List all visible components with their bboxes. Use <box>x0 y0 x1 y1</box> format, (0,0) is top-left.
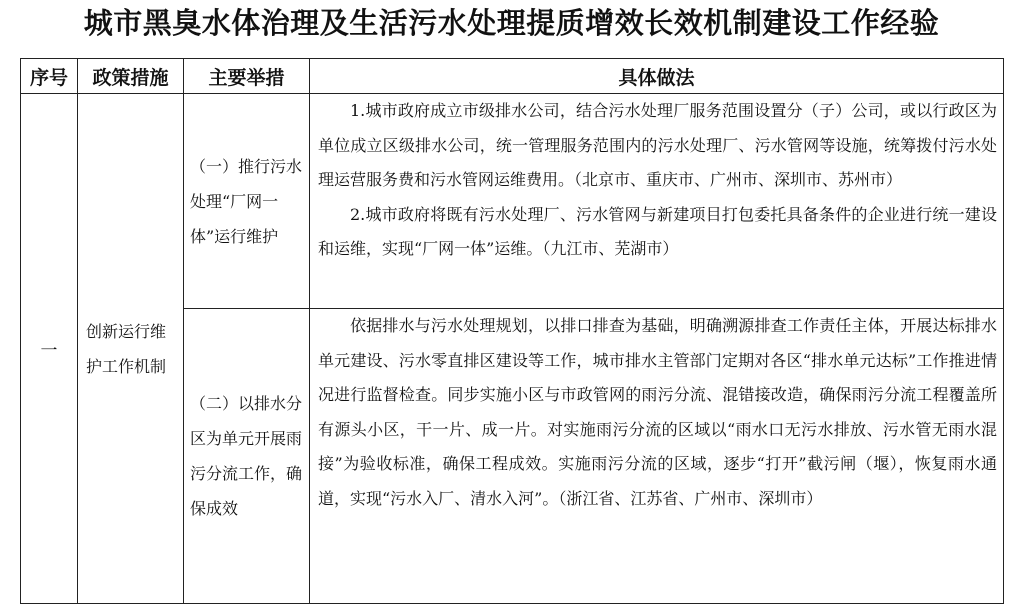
practice-paragraph: 依据排水与污水处理规划，以排口排查为基础，明确溯源排查工作责任主体，开展达标排水单元建设、污水零直排区建设等工作，城市排水主管部门定期对各区“排水单元达标”工作推进情况进行监督检查。同步实施小区与市政管网的雨污分流、混错接改造，确保雨污分流工程覆盖所有源头小区，干一片、成一片。对实施雨污分流的区域以“雨水口无污水排放、污水管无雨水混接”为验收标准，确保工程成效。实施雨污分流的区域，逐步“打开”截污闸（堰），恢复雨水通道，实现“污水入厂、清水入河”。（浙江省、江苏省、广州市、深圳市） <box>318 316 997 508</box>
table-row <box>21 94 1004 309</box>
serial-number-cell: 一 <box>21 94 78 604</box>
practice-paragraph: 1.城市政府成立市级排水公司，结合污水处理厂服务范围设置分（子）公司，或以行政区为单位成立区级排水公司，统一管理服务范围内的污水处理厂、污水管网等设施，统筹拨付污水处理运营服务费和污水管网运维费用。（北京市、重庆市、广州市、深圳市、苏州市） <box>318 101 997 189</box>
main-measure-cell: （一）推行污水处理“厂网一体”运行维护 <box>184 94 310 309</box>
document-title: 城市黑臭水体治理及生活污水处理提质增效长效机制建设工作经验 <box>83 6 940 40</box>
main-measure-cell: （二）以排水分区为单元开展雨污分流工作，确保成效 <box>184 309 310 604</box>
header-serial-number: 序号 <box>21 59 78 94</box>
specific-practice-cell <box>310 94 1004 309</box>
header-specific-practice: 具体做法 <box>310 59 1004 94</box>
practice-paragraph: 2.城市政府将既有污水处理厂、污水管网与新建项目打包委托具备条件的企业进行统一建设和运维，实现“厂网一体”运维。（九江市、芜湖市） <box>318 204 997 258</box>
policy-table <box>20 58 1004 604</box>
specific-practice-cell <box>310 309 1004 604</box>
policy-measure-cell: 创新运行维护工作机制 <box>78 94 184 604</box>
table-header-row <box>21 59 1004 94</box>
header-policy-measure: 政策措施 <box>78 59 184 94</box>
header-main-measure: 主要举措 <box>184 59 310 94</box>
